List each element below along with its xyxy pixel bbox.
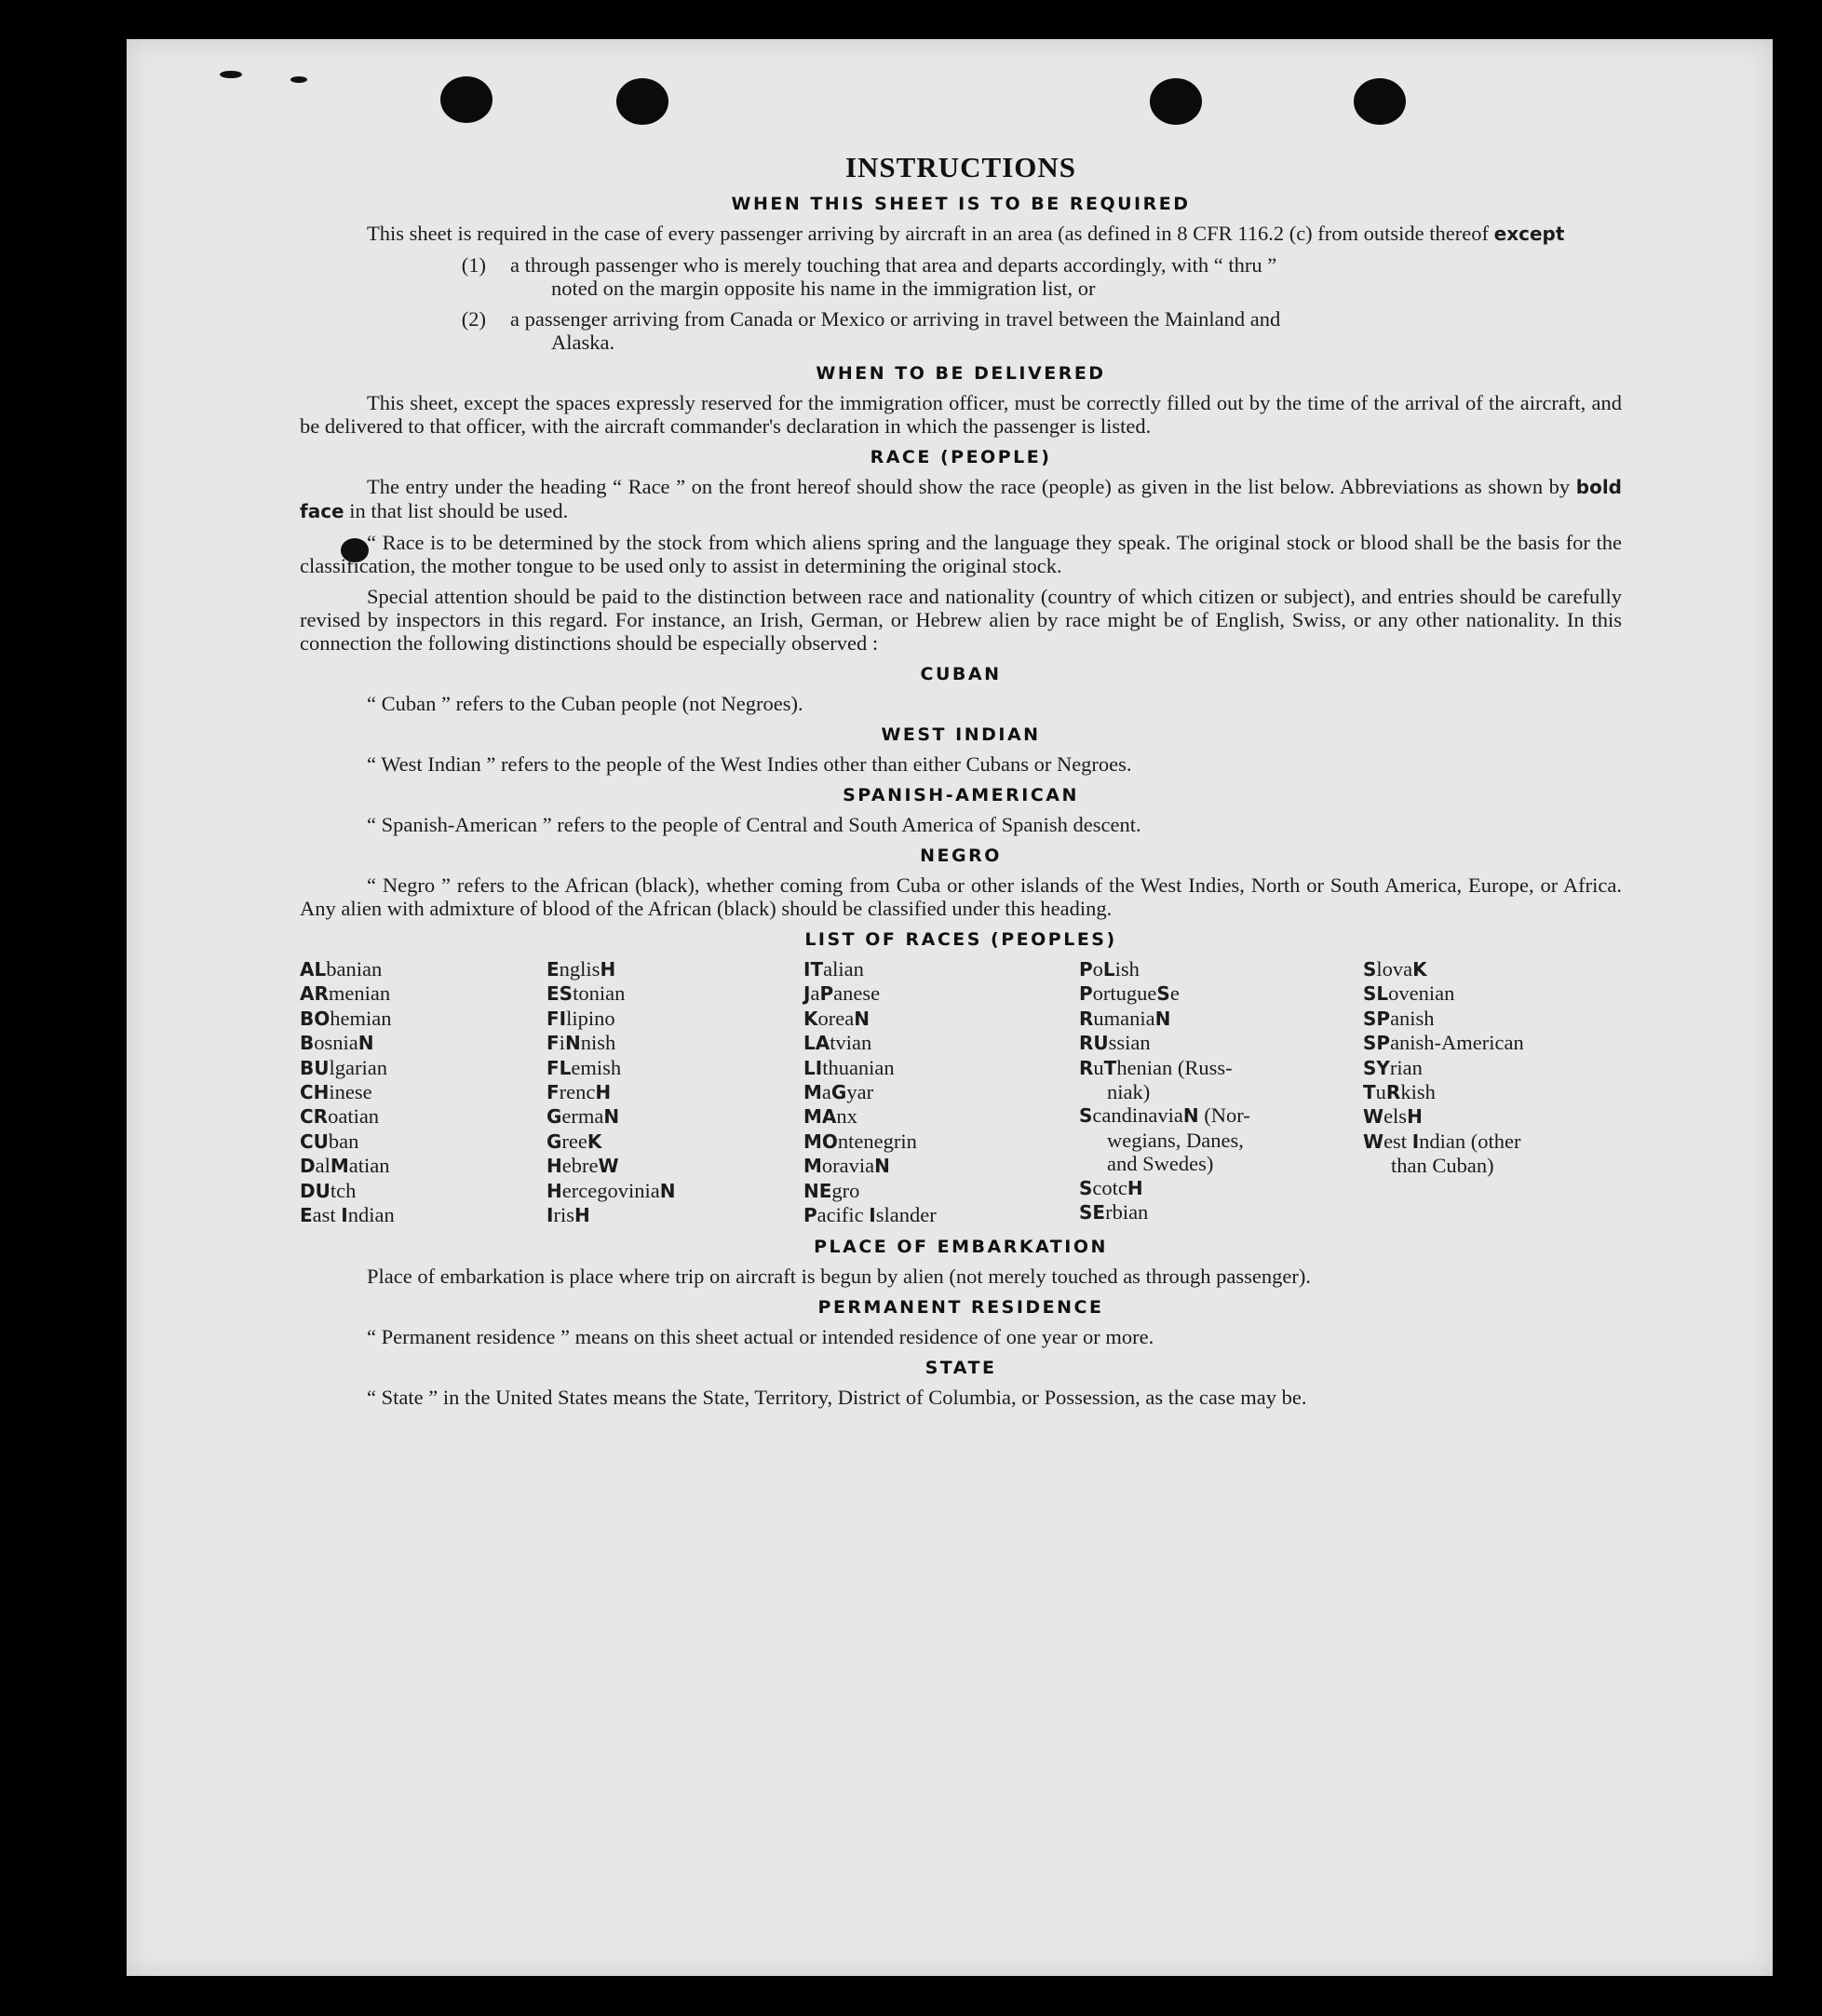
race-abbrev: I	[341, 1204, 348, 1227]
race-text: a	[821, 1080, 831, 1104]
clause-text-continued: Alaska.	[551, 331, 615, 354]
race-abbrev: W	[1363, 1105, 1384, 1129]
race-entry	[547, 957, 803, 981]
race-text: slander	[875, 1203, 937, 1227]
race-text: anish-American	[1390, 1031, 1524, 1055]
race-text: o	[1092, 957, 1103, 981]
race-abbrev: M	[330, 1155, 349, 1178]
race-text: ree	[561, 1129, 587, 1153]
race-entry	[547, 1130, 803, 1154]
section-heading-list-of-races: LIST OF RACES (PEOPLES)	[804, 929, 1117, 950]
race-entry	[1079, 1152, 1363, 1175]
race-text: The entry under the heading “ Race ” on the front hereof should show the race (people) as given in the list below. Abbreviations as shown by	[367, 475, 1571, 498]
spanish-american-text: “ Spanish-American ” refers to the people of Central and South America of Spanish descent.	[367, 813, 1141, 836]
race-abbrev: IT	[803, 958, 824, 981]
clause-text-continued: noted on the margin opposite his name in the immigration list, or	[551, 277, 1096, 300]
race-abbrev: LI	[803, 1056, 823, 1079]
race-abbrev: P	[803, 1204, 817, 1227]
race-text: ebre	[561, 1154, 599, 1178]
race-abbrev: BU	[300, 1056, 330, 1079]
race-abbrev: SE	[1079, 1201, 1106, 1224]
race-abbrev: S	[1156, 982, 1170, 1006]
race-entry	[803, 1031, 1079, 1055]
race-abbrev: H	[574, 1204, 590, 1227]
embarkation-text: Place of embarkation is place where trip on aircraft is begun by alien (not merely touched as through passenger).	[367, 1265, 1312, 1289]
race-abbrev: I	[547, 1204, 554, 1227]
race-abbrev: MO	[803, 1130, 838, 1153]
clause-text: a through passenger who is merely touching that area and departs accordingly, with “ thru ”	[510, 253, 1277, 277]
race-text: ovenian	[1388, 981, 1455, 1006]
race-paragraph-1	[300, 475, 1622, 523]
race-abbrev: T	[1103, 1056, 1117, 1079]
race-abbrev: SP	[1363, 1032, 1391, 1055]
section-heading-west-indian: WEST INDIAN	[881, 724, 1041, 745]
race-text: hemian	[330, 1006, 392, 1030]
race-text: est	[1383, 1129, 1412, 1153]
race-entry	[1079, 1200, 1363, 1224]
race-entry	[547, 1203, 803, 1227]
races-column	[300, 957, 547, 1227]
race-abbrev: N	[659, 1179, 676, 1202]
race-text: ntenegrin	[837, 1129, 917, 1153]
clause-number: (1)	[461, 253, 486, 277]
race-abbrev: P	[1079, 982, 1093, 1006]
race-text: rian	[1389, 1055, 1423, 1079]
section-heading-when-required: WHEN THIS SHEET IS TO BE REQUIRED	[731, 194, 1191, 214]
clause-number: (2)	[461, 307, 486, 331]
clause-2	[300, 307, 1622, 354]
race-abbrev: K	[1412, 958, 1427, 981]
race-text: inese	[329, 1080, 372, 1104]
race-text: banian	[326, 957, 383, 981]
race-abbrev: CH	[300, 1081, 330, 1104]
race-abbrev: G	[547, 1130, 562, 1153]
race-entry	[1079, 1103, 1363, 1128]
race-abbrev: S	[1079, 1176, 1093, 1199]
race-text: wegians, Danes,	[1107, 1128, 1244, 1152]
race-text: ast	[312, 1203, 342, 1227]
race-abbrev: ES	[547, 982, 574, 1006]
race-abbrev: H	[595, 1081, 612, 1104]
races-column	[547, 957, 803, 1227]
race-entry	[1079, 1056, 1363, 1080]
race-abbrev: E	[300, 1204, 313, 1227]
race-entry	[803, 1080, 1079, 1104]
race-abbrev: G	[830, 1081, 847, 1104]
race-entry	[1363, 981, 1622, 1006]
race-text: tvian	[830, 1031, 872, 1055]
race-abbrev: K	[587, 1130, 602, 1153]
race-text: a	[810, 981, 820, 1006]
race-text: (Nor-	[1198, 1103, 1250, 1128]
race-abbrev: CR	[300, 1105, 329, 1129]
race-text: oravia	[821, 1154, 875, 1178]
race-abbrev: SL	[1363, 982, 1389, 1006]
when-required-intro	[300, 222, 1622, 246]
race-text: ris	[553, 1203, 574, 1227]
race-abbrev: H	[547, 1179, 562, 1202]
race-entry	[547, 1080, 803, 1104]
section-heading-when-delivered: WHEN TO BE DELIVERED	[816, 363, 1106, 384]
race-abbrev: F	[547, 1032, 560, 1055]
when-delivered-text: This sheet, except the spaces expressly reserved for the immigration officer, must be correctly filled out by the time of the arrival of the aircraft, and be delivered to that officer, with the aircraft commander's declaration in which the passenger is listed.	[300, 391, 1622, 438]
race-entry	[1363, 957, 1622, 981]
race-abbrev: AR	[300, 982, 329, 1006]
race-text: orea	[817, 1006, 855, 1030]
race-abbrev: T	[1363, 1081, 1376, 1104]
race-entry	[1363, 1130, 1622, 1154]
race-entry	[300, 1056, 547, 1080]
race-text: rbian	[1105, 1200, 1149, 1224]
race-text: henian (Russ-	[1116, 1055, 1233, 1079]
ink-speck	[220, 71, 242, 78]
race-abbrev: I	[869, 1204, 876, 1227]
race-text: nx	[836, 1104, 857, 1129]
document-sheet	[127, 39, 1773, 1976]
race-abbrev: B	[300, 1032, 315, 1055]
race-abbrev: G	[547, 1105, 562, 1129]
race-entry	[1079, 981, 1363, 1006]
race-text: ndian	[347, 1203, 395, 1227]
race-abbrev: N	[854, 1007, 870, 1030]
race-entry	[1363, 1080, 1622, 1104]
race-entry	[300, 981, 547, 1006]
race-text: osnia	[314, 1031, 358, 1055]
race-text: anese	[833, 981, 881, 1006]
negro-text: “ Negro ” refers to the African (black), whether coming from Cuba or other islands of the West Indies, North or South America, Europe, or Africa. Any alien with admixture of blood of the African (black) should be classified under this heading.	[300, 873, 1622, 920]
race-text: in that list should be used.	[349, 499, 569, 522]
race-text: kish	[1400, 1080, 1436, 1104]
race-abbrev: N	[358, 1032, 374, 1055]
race-text: ban	[328, 1129, 359, 1153]
race-paragraph-3: Special attention should be paid to the distinction between race and nationality (country of which citizen or subject), and entries should be carefully revised by inspectors in this regard. For instance, an Irish, German, or Hebrew alien by race might be of English, Swiss, or any other nationality. In this connection the following distinctions should be especially observed :	[300, 585, 1622, 655]
section-heading-race: RACE (PEOPLE)	[870, 447, 1052, 467]
race-entry	[803, 1130, 1079, 1154]
race-text: ercegovinia	[561, 1178, 660, 1202]
race-text: niak)	[1107, 1080, 1151, 1104]
section-heading-residence: PERMANENT RESIDENCE	[817, 1297, 1104, 1319]
race-text: i	[559, 1031, 565, 1055]
race-entry	[1079, 1007, 1363, 1031]
race-text: ortugue	[1092, 981, 1157, 1006]
race-abbrev: E	[547, 958, 560, 981]
race-abbrev: N	[603, 1105, 620, 1129]
state-text: “ State ” in the United States means the State, Territory, District of Columbia, or Possession, as the case may be.	[367, 1386, 1307, 1410]
race-entry	[1079, 1129, 1363, 1152]
ink-speck	[290, 76, 307, 83]
race-abbrev: MA	[803, 1105, 837, 1129]
race-abbrev: N	[874, 1155, 890, 1178]
punch-hole	[1354, 78, 1406, 125]
race-text: ssian	[1108, 1031, 1151, 1055]
race-entry	[300, 1154, 547, 1178]
race-text: menian	[328, 981, 391, 1006]
race-text: tonian	[573, 981, 626, 1006]
race-text: al	[315, 1154, 331, 1178]
race-abbrev: H	[1127, 1176, 1143, 1199]
clause-text: a passenger arriving from Canada or Mexico or arriving in travel between the Mainland and	[510, 307, 1281, 331]
race-text: tch	[330, 1178, 357, 1202]
race-abbrev: I	[1411, 1130, 1420, 1153]
race-bold-text: bold face	[300, 476, 1622, 522]
race-text: alian	[823, 957, 864, 981]
race-abbrev: SY	[1363, 1056, 1390, 1079]
race-text: oatian	[328, 1104, 380, 1129]
race-text: candinavia	[1092, 1103, 1183, 1128]
section-heading-negro: NEGRO	[920, 846, 1002, 866]
race-abbrev: CU	[300, 1130, 329, 1153]
race-entry	[803, 1179, 1079, 1203]
section-heading-spanish-american: SPANISH-AMERICAN	[843, 785, 1079, 805]
race-entry	[300, 1179, 547, 1203]
race-text: umania	[1093, 1006, 1155, 1030]
race-entry	[547, 1056, 803, 1080]
race-abbrev: LA	[803, 1032, 830, 1055]
race-abbrev: R	[1385, 1081, 1401, 1104]
residence-text: “ Permanent residence ” means on this sheet actual or intended residence of one year or more.	[367, 1325, 1154, 1349]
race-abbrev: FL	[547, 1056, 572, 1079]
race-abbrev: F	[547, 1081, 560, 1104]
race-abbrev: FI	[547, 1007, 567, 1030]
race-abbrev: H	[600, 958, 616, 981]
race-abbrev: S	[1363, 958, 1377, 981]
race-abbrev: S	[1079, 1104, 1093, 1128]
race-entry	[1079, 1031, 1363, 1055]
race-abbrev: H	[547, 1155, 562, 1178]
section-heading-cuban: CUBAN	[920, 664, 1002, 684]
race-entry	[803, 1203, 1079, 1227]
race-text: els	[1383, 1104, 1408, 1129]
race-abbrev: M	[803, 1155, 822, 1178]
race-text: yar	[846, 1080, 874, 1104]
race-entry	[803, 1007, 1079, 1031]
race-entry	[547, 1031, 803, 1055]
intro-text: This sheet is required in the case of every passenger arriving by aircraft in an area (as defined in 8 CFR 116.2 (c) from outside thereof	[367, 222, 1489, 245]
race-entry	[300, 1203, 547, 1227]
race-entry	[1363, 1154, 1622, 1177]
race-abbrev: NE	[803, 1179, 832, 1202]
race-abbrev: N	[1182, 1104, 1199, 1128]
race-abbrev: RU	[1079, 1032, 1109, 1055]
race-text: cotc	[1092, 1175, 1127, 1199]
race-entry	[300, 1130, 547, 1154]
race-abbrev: P	[819, 982, 834, 1006]
race-abbrev: K	[803, 1007, 818, 1030]
race-entry	[547, 1154, 803, 1178]
race-abbrev: R	[1079, 1056, 1094, 1079]
race-entry	[803, 1056, 1079, 1080]
race-abbrev: H	[1407, 1105, 1423, 1129]
race-text: nish	[580, 1031, 616, 1055]
race-text: nglis	[559, 957, 601, 981]
race-abbrev: P	[1079, 958, 1093, 981]
race-abbrev: AL	[300, 958, 327, 981]
section-heading-state: STATE	[924, 1358, 997, 1379]
race-entry	[1363, 1007, 1622, 1031]
race-text: e	[1169, 981, 1180, 1006]
page-title: INSTRUCTIONS	[844, 151, 1076, 183]
race-entry	[300, 1080, 547, 1104]
race-abbrev: J	[803, 982, 811, 1006]
race-text: acific	[817, 1203, 870, 1227]
races-list	[300, 957, 1622, 1227]
race-abbrev: L	[1102, 958, 1115, 981]
punch-hole	[616, 78, 668, 125]
race-text: renc	[559, 1080, 596, 1104]
race-entry	[547, 981, 803, 1006]
section-heading-embarkation: PLACE OF EMBARKATION	[814, 1237, 1108, 1258]
race-abbrev: BO	[300, 1007, 331, 1030]
race-abbrev: W	[1363, 1130, 1384, 1153]
punch-hole	[440, 76, 493, 123]
race-text: u	[1375, 1080, 1386, 1104]
race-text: thuanian	[822, 1055, 895, 1079]
cuban-text: “ Cuban ” refers to the Cuban people (not Negroes).	[367, 692, 803, 715]
race-text: atian	[348, 1154, 390, 1178]
race-entry	[803, 1154, 1079, 1178]
race-abbrev: D	[300, 1155, 316, 1178]
race-abbrev: R	[1079, 1007, 1094, 1030]
punch-hole	[1150, 78, 1202, 125]
race-abbrev: DU	[300, 1179, 331, 1202]
clause-1	[300, 253, 1622, 300]
race-entry	[300, 1031, 547, 1055]
race-text: emish	[571, 1055, 622, 1079]
race-entry	[803, 981, 1079, 1006]
race-text: gro	[831, 1178, 860, 1202]
race-abbrev: N	[564, 1032, 581, 1055]
race-entry	[1363, 1104, 1622, 1129]
race-paragraph-2: “ Race is to be determined by the stock from which aliens spring and the language they speak. The original stock or blood shall be the basis for the classification, the mother tongue to be used only to assist in determining the original stock.	[300, 531, 1622, 577]
race-entry	[1363, 1031, 1622, 1055]
intro-bold-word: except	[1493, 223, 1565, 245]
race-abbrev: N	[1154, 1007, 1171, 1030]
race-entry	[803, 1104, 1079, 1129]
race-text: lova	[1376, 957, 1413, 981]
race-text: lipino	[566, 1006, 615, 1030]
race-entry	[803, 957, 1079, 981]
race-abbrev: W	[598, 1155, 619, 1178]
race-entry	[1079, 1080, 1363, 1103]
race-text: ndian (other	[1419, 1129, 1521, 1153]
race-text: anish	[1390, 1006, 1435, 1030]
race-text: u	[1093, 1055, 1104, 1079]
race-text: lgarian	[329, 1055, 387, 1079]
race-entry	[1079, 1176, 1363, 1200]
race-entry	[300, 957, 547, 981]
race-entry	[547, 1007, 803, 1031]
race-text: than Cuban)	[1391, 1154, 1494, 1178]
race-text: ish	[1114, 957, 1140, 981]
west-indian-text: “ West Indian ” refers to the people of the West Indies other than either Cubans or Negroes.	[367, 752, 1132, 776]
race-entry	[300, 1104, 547, 1129]
race-abbrev: SP	[1363, 1007, 1391, 1030]
races-column	[1363, 957, 1622, 1227]
race-text: and Swedes)	[1107, 1152, 1214, 1176]
race-abbrev: M	[803, 1081, 822, 1104]
race-text: erma	[561, 1104, 604, 1129]
race-entry	[547, 1104, 803, 1129]
races-column	[1079, 957, 1363, 1227]
race-entry	[300, 1007, 547, 1031]
races-column	[803, 957, 1079, 1227]
race-entry	[1079, 957, 1363, 981]
race-entry	[1363, 1056, 1622, 1080]
race-entry	[547, 1179, 803, 1203]
